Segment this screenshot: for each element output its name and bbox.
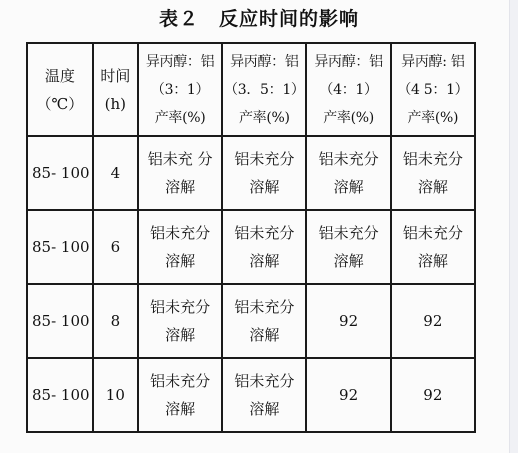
cell-text: 铝未充分 — [402, 224, 463, 242]
header-ratio-4 — [391, 43, 475, 136]
cell-temperature: 85- 100 — [27, 284, 93, 358]
cell-text: 溶解 — [417, 178, 448, 196]
cell-yield — [391, 358, 475, 432]
cell-yield — [222, 284, 306, 358]
cell-time: 8 — [93, 284, 138, 358]
cell-time: 10 — [93, 358, 138, 432]
cell-yield — [306, 358, 390, 432]
cell-yield — [138, 284, 222, 358]
header-row — [27, 43, 475, 136]
header-ratio-label: 异丙醇: 铝 — [401, 53, 465, 70]
cell-text: 溶解 — [249, 178, 280, 196]
cell-yield — [138, 358, 222, 432]
header-ratio-value: （3．5：1） — [224, 81, 305, 98]
cell-text: 溶解 — [333, 252, 364, 270]
header-yield-label: 产率(%) — [407, 109, 459, 126]
cell-text: 铝未充分 — [234, 298, 295, 316]
cell-text: 溶解 — [417, 252, 448, 270]
cell-yield — [138, 136, 222, 210]
header-ratio-1 — [138, 43, 222, 136]
cell-yield — [222, 358, 306, 432]
table-row — [27, 136, 475, 210]
header-time — [93, 43, 138, 136]
header-time-unit: (h) — [104, 94, 127, 113]
cell-text: 铝未充分 — [318, 150, 379, 168]
cell-temperature: 85- 100 — [27, 358, 93, 432]
page-edge — [509, 0, 518, 453]
cell-yield — [306, 136, 390, 210]
cell-yield — [138, 210, 222, 284]
cell-yield — [391, 210, 475, 284]
cell-text: 铝未充分 — [234, 372, 295, 390]
cell-text: 铝未充分 — [150, 224, 211, 242]
cell-text: 铝未充分 — [402, 150, 463, 168]
header-ratio-value: （4：1） — [319, 81, 378, 98]
header-ratio-2 — [222, 43, 306, 136]
cell-text: 铝未充分 — [150, 298, 211, 316]
cell-text: 溶解 — [333, 178, 364, 196]
header-ratio-3 — [306, 43, 390, 136]
cell-text: 溶解 — [165, 178, 196, 196]
cell-text: 铝未充分 — [150, 372, 211, 390]
header-ratio-label: 异丙醇：铝 — [230, 53, 299, 70]
header-time-label: 时间 — [100, 66, 131, 85]
header-yield-label: 产率(%) — [154, 109, 206, 126]
cell-text: 铝未充 分 — [147, 150, 213, 168]
table-row — [27, 358, 475, 432]
cell-time: 4 — [93, 136, 138, 210]
cell-text: 铝未充分 — [234, 224, 295, 242]
header-ratio-label: 异丙醇：铝 — [314, 53, 383, 70]
cell-yield — [306, 210, 390, 284]
cell-text: 溶解 — [165, 400, 196, 418]
cell-yield — [222, 136, 306, 210]
cell-text: 溶解 — [249, 400, 280, 418]
reaction-time-table — [26, 42, 476, 433]
header-yield-label: 产率(%) — [323, 109, 374, 126]
header-temperature-label: 温度 — [44, 66, 75, 85]
cell-yield — [306, 284, 390, 358]
cell-temperature: 85- 100 — [27, 136, 93, 210]
cell-text: 92 — [339, 386, 359, 404]
header-ratio-label: 异丙醇：铝 — [145, 53, 215, 70]
cell-yield — [391, 284, 475, 358]
header-temperature — [27, 43, 93, 136]
cell-text: 92 — [339, 312, 359, 330]
cell-text: 铝未充分 — [318, 224, 379, 242]
cell-temperature: 85- 100 — [27, 210, 93, 284]
cell-text: 溶解 — [165, 252, 196, 270]
cell-text: 溶解 — [249, 326, 280, 344]
cell-text: 92 — [423, 312, 443, 330]
table-row — [27, 210, 475, 284]
table-title: 表２ 反应时间的影响 — [158, 8, 359, 30]
header-temperature-unit: （℃） — [36, 94, 84, 113]
header-yield-label: 产率(%) — [238, 109, 290, 126]
table-row — [27, 284, 475, 358]
header-ratio-value: （3：1） — [150, 81, 210, 98]
cell-time: 6 — [93, 210, 138, 284]
cell-yield — [222, 210, 306, 284]
cell-text: 铝未充分 — [234, 150, 295, 168]
header-ratio-value: （4 5：1） — [397, 81, 469, 98]
cell-yield — [391, 136, 475, 210]
cell-text: 92 — [423, 386, 443, 404]
cell-text: 溶解 — [165, 326, 196, 344]
cell-text: 溶解 — [249, 252, 280, 270]
